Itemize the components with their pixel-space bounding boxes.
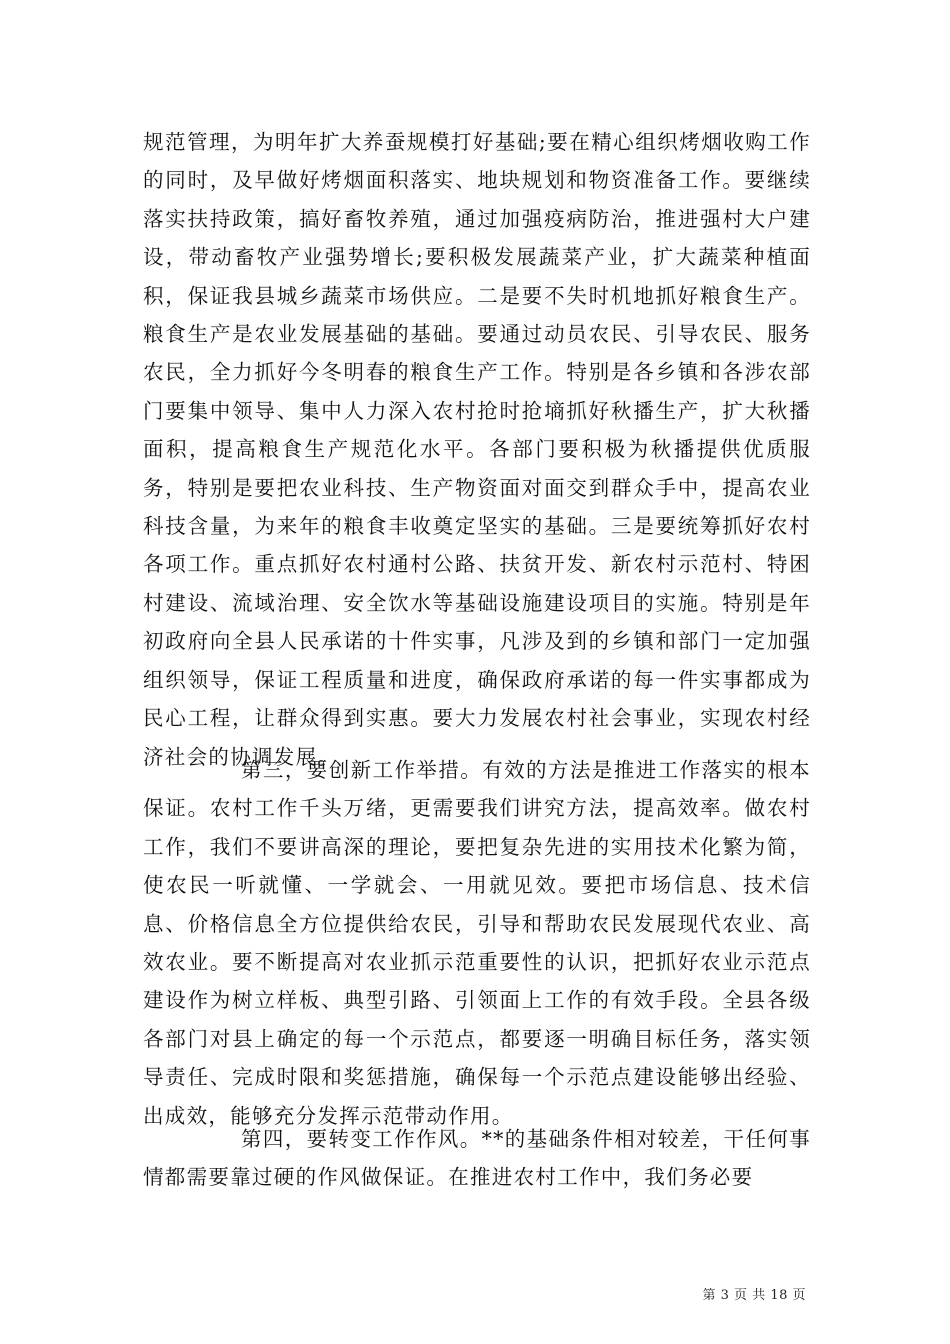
body-paragraph-1: 规范管理，为明年扩大养蚕规模打好基础;要在精心组织烤烟收购工作的同时，及早做好烤烟面积落实、地块规划和物资准备工作。要继续落实扶持政策，搞好畜牧养殖，通过加强疫病防治，推进强村大户建设，带动畜牧产业强势增长;要积极发展蔬菜产业，扩大蔬菜种植面积，保证我县城乡蔬菜市场供应。二是要不失时机地抓好粮食生产。粮食生产是农业发展基础的基础。要通过动员农民、引导农民、服务农民，全力抓好今冬明春的粮食生产工作。特别是各乡镇和各涉农部门要集中领导、集中人力深入农村抢时抢墒抓好秋播生产，扩大秋播面积，提高粮食生产规范化水平。各部门要积极为秋播提供优质服务，特别是要把农业科技、生产物资面对面交到群众手中，提高农业科技含量，为来年的粮食丰收奠定坚实的基础。三是要统筹抓好农村各项工作。重点抓好农村通村公路、扶贫开发、新农村示范村、特困村建设、流域治理、安全饮水等基础设施建设项目的实施。特别是年初政府向全县人民承诺的十件实事，凡涉及到的乡镇和部门一定加强组织领导，保证工程质量和进度，确保政府承诺的每一件实事都成为民心工程，让群众得到实惠。要大力发展农村社会事业，实现农村经济社会的协调发展。 <box>143 130 811 769</box>
page-number-footer: 第 3 页 共 18 页 <box>702 1288 806 1303</box>
body-paragraph-3: 第四，要转变工作作风。**的基础条件相对较差，干任何事情都需要靠过硬的作风做保证。在推进农村工作中，我们务必要 <box>143 1127 811 1190</box>
body-paragraph-2: 第三，要创新工作举措。有效的方法是推进工作落实的根本保证。农村工作千头万绪，更需要我们讲究方法，提高效率。做农村工作，我们不要讲高深的理论，要把复杂先进的实用技术化繁为简，使农民一听就懂、一学就会、一用就见效。要把市场信息、技术信息、价格信息全方位提供给农民，引导和帮助农民发展现代农业、高效农业。要不断提高对农业抓示范重要性的认识，把抓好农业示范点建设作为树立样板、典型引路、引领面上工作的有效手段。全县各级各部门对县上确定的每一个示范点，都要逐一明确目标任务，落实领导责任、完成时限和奖惩措施，确保每一个示范点建设能够出经验、出成效，能够充分发挥示范带动作用。 <box>143 758 811 1128</box>
